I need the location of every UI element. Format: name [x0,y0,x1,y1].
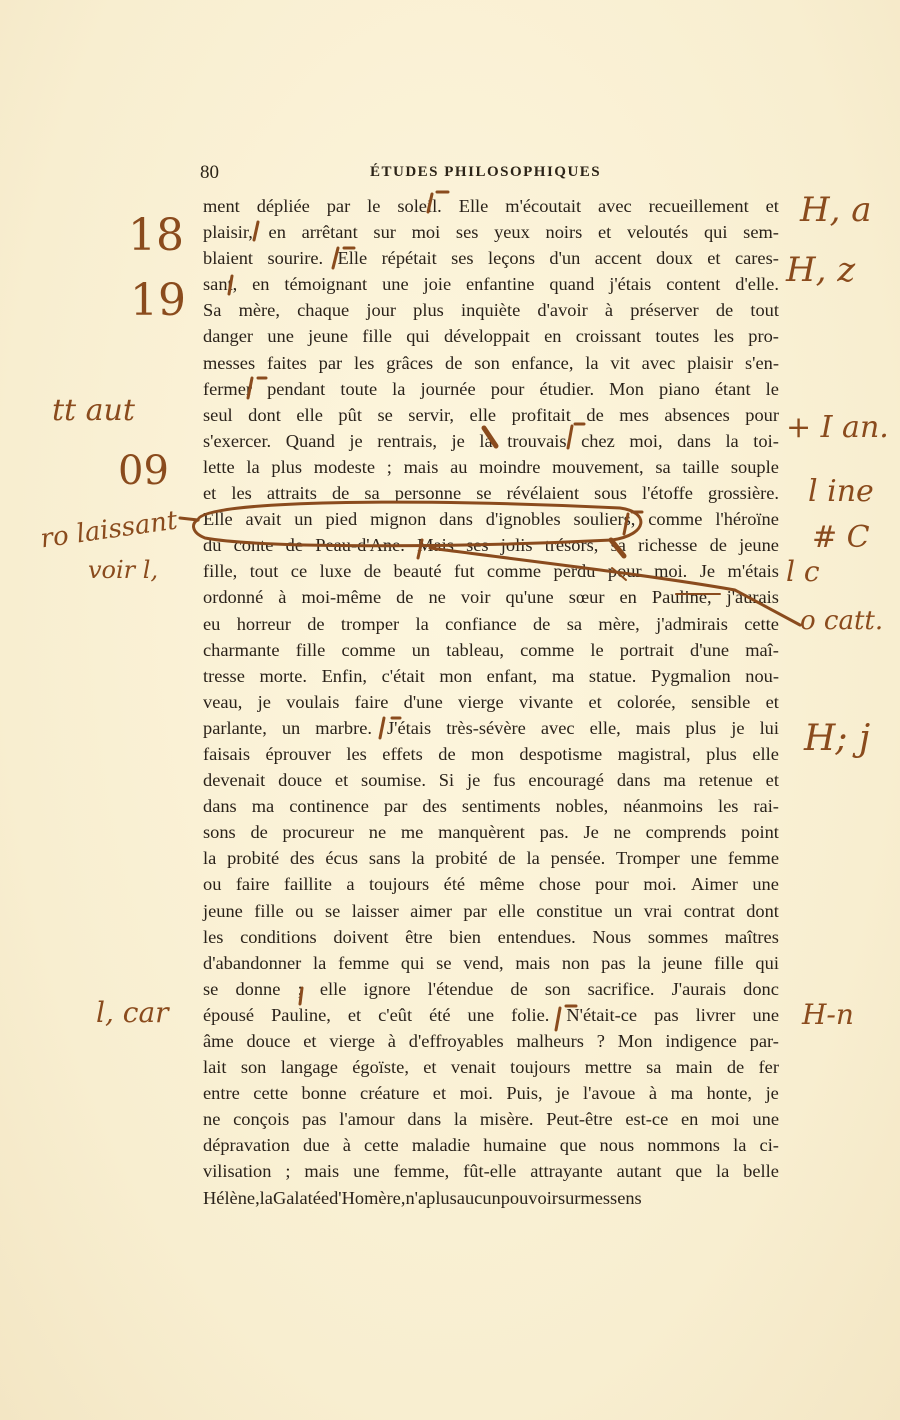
text-line: Hélène, la Galatée d'Homère, n'a plus aucun pouvoir sur mes sens [203,1187,642,1208]
text-line: plaisir, en arrêtant sur moi ses yeux noirs et veloutés qui sem- [203,222,779,243]
body-text [203,193,779,1211]
text-line: danger une jeune fille qui développait en croissant toutes les pro- [203,326,779,347]
running-title: ÉTUDES PHILOSOPHIQUES [370,164,602,180]
text-line: charmante fille comme un tableau, comme le portrait d'une maî- [203,639,779,660]
margin-note-h-j: H; j [804,718,871,759]
margin-note-o-catt: o catt. [800,606,884,636]
text-line: lait son langage égoïste, et venait toujours mettre sa main de fer [203,1057,779,1078]
text-line: parlante, un marbre. J'étais très-sévère avec elle, mais plus je lui [203,717,779,738]
margin-note-h-a: H, a [800,190,872,230]
text-line: âme douce et vierge à d'effroyables malheurs ? Mon indigence par- [203,1031,779,1051]
text-line: messes faites par les grâces de son enfance, la vit avec plaisir s'en- [203,352,779,373]
text-line: ment dépliée par le soleil. Elle m'écoutait avec recueillement et [203,196,779,216]
margin-note-ro-laissant: ro laissant [38,505,180,555]
margin-note-tt-aut: tt aut [52,393,135,428]
text-line: fille, tout ce luxe de beauté fut comme perdu pour moi. Je m'étais [203,561,779,582]
margin-note-h-n: H-n [802,998,854,1031]
text-line: faisais éprouver les effets de mon despotisme magistral, plus elle [203,743,779,764]
running-head [200,162,780,186]
text-line: Elle avait un pied mignon dans d'ignobles souliers, comme l'héroïne [203,509,779,530]
text-line: Sa mère, chaque jour plus inquiète d'avoir à préserver de tout [203,300,779,321]
text-line: blaient sourire. Elle répétait ses leçons d'un accent doux et cares- [203,248,779,269]
text-line: lette la plus modeste ; mais au moindre mouvement, sa taille souple [203,456,779,477]
text-line: du conte de Peau-d'Ane. Mais ses jolis trésors, sa richesse de jeune [203,535,779,556]
margin-note-lc: l c [786,555,820,588]
margin-note-19: 19 [130,275,186,326]
margin-note-line: l ine [808,474,874,509]
text-line: les conditions doivent être bien entendues. Nous sommes maîtres [203,926,779,947]
text-line: se donne ; elle ignore l'étendue de son sacrifice. J'aurais donc [203,978,779,999]
text-line: sons de procureur ne me manquèrent pas. Je ne comprends point [203,822,779,843]
text-line: ordonné à moi-même de ne voir qu'une sœur en Pauline, j'aurais [203,587,779,608]
text-line: jeune fille ou se laisser aimer par elle constitue un vrai contrat dont [203,900,779,921]
text-line: fermer pendant toute la journée pour étudier. Mon piano étant le [203,378,779,399]
text-line: et les attraits de sa personne se révélaient sous l'étoffe grossière. [203,483,779,504]
leader-line-left [180,518,198,520]
text-line: entre cette bonne créature et moi. Puis, je l'avoue à ma honte, je [203,1083,779,1104]
text-line: veau, je voulais faire d'une vierge vivante et colorée, sensible et [203,691,779,712]
text-line: d'abandonner la femme qui se vend, mais non pas la jeune fille qui [203,952,779,973]
margin-note-hash-c: # C [812,520,870,555]
margin-note-18: 18 [128,210,184,261]
text-line: devenait douce et soumise. Si je fus encouragé dans ma retenue et [203,770,779,791]
text-line: ne conçois pas l'amour dans la misère. Peut-être est-ce en moi une [203,1109,779,1130]
text-line: sant, en témoignant une joie enfantine quand j'étais content d'elle. [203,274,779,295]
page-number: 80 [200,162,219,183]
text-line: ou faire faillite a toujours été même chose pour moi. Aimer une [203,874,779,895]
text-line: dépravation due à cette maladie humaine que nous nommons la ci- [203,1135,779,1156]
margin-note-h-z: H, z [786,250,856,290]
text-line: épousé Pauline, et c'eût été une folie. N'était-ce pas livrer une [203,1004,779,1025]
margin-note-i-an: + I an. [786,410,889,445]
text-line: tresse morte. Enfin, c'était mon enfant, ma statue. Pygmalion nou- [203,665,779,686]
margin-note-voir: voir l, [88,556,159,584]
text-line: s'exercer. Quand je rentrais, je la trouvais chez moi, dans la toi- [203,430,779,451]
margin-note-l-car: l, car [96,996,169,1029]
text-line: eu horreur de tromper la confiance de sa mère, j'admirais cette [203,613,779,634]
text-line: dans ma continence par des sentiments nobles, néanmoins les rai- [203,796,779,817]
text-line: seul dont elle pût se servir, elle profitait de mes absences pour [203,404,779,425]
text-line: la probité des écus sans la probité de la pensée. Tromper une femme [203,848,779,869]
text-line: vilisation ; mais une femme, fût-elle attrayante autant que la belle [203,1161,779,1182]
margin-note-09: 09 [118,448,169,494]
